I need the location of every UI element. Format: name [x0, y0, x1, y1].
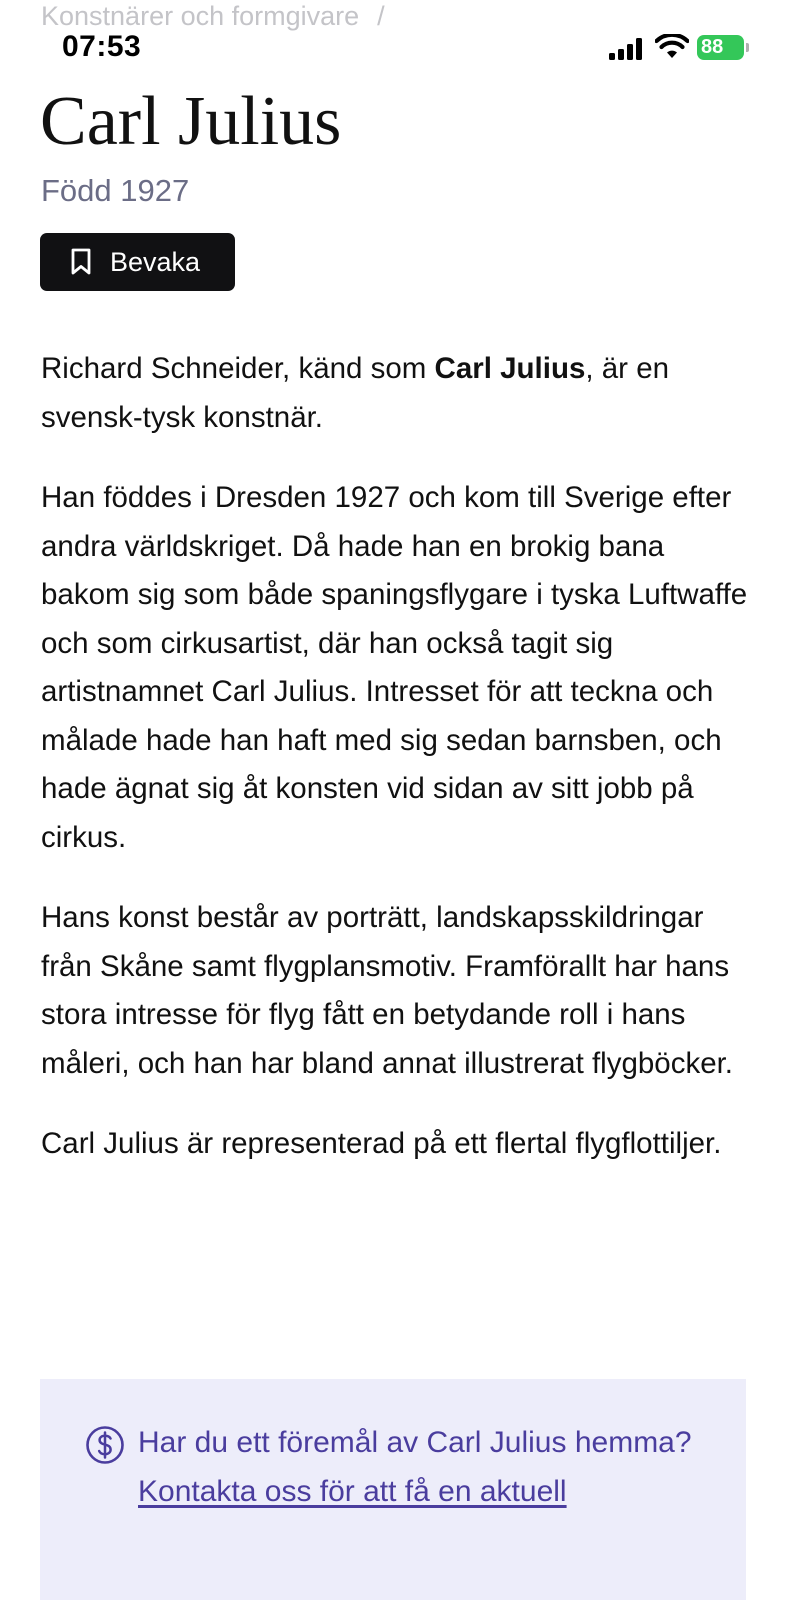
status-bar: [0, 0, 802, 90]
contact-link[interactable]: Kontakta oss för att få en aktuell: [138, 1474, 567, 1508]
cta-text: [138, 1419, 698, 1516]
status-time: 07:53: [62, 30, 142, 63]
breadcrumb-item[interactable]: Konstnärer och formgivare: [41, 1, 360, 31]
cta-question: Har du ett föremål av Carl Julius hemma?: [138, 1426, 692, 1459]
artist-biography: [41, 345, 753, 1201]
watch-button-label: Bevaka: [110, 246, 201, 277]
bio-text: , är en svensk-tysk konstnär.: [41, 352, 670, 434]
watch-button[interactable]: [40, 233, 235, 291]
bio-paragraph: [41, 345, 753, 442]
battery-level: 88: [701, 36, 724, 58]
valuation-cta: [40, 1379, 746, 1600]
bookmark-icon: [70, 248, 92, 276]
cellular-signal-icon: [609, 38, 645, 60]
artist-name-bold: Carl Julius: [434, 352, 586, 385]
bio-paragraph: Han föddes i Dresden 1927 och kom till Sverige efter andra världskriget. Då hade han en brokig bana bakom sig som både spaningsflygare i tyska Luftwaffe och som cirkusartist, där han också tagit sig artistnamnet Carl Julius. Intresset för att teckna och målade hade han haft med sig sedan barnsben, och hade ägnat sig åt konsten vid sidan av sitt jobb på cirkus.: [41, 481, 748, 854]
breadcrumb-separator: /: [377, 1, 385, 31]
birth-year: Född 1927: [41, 173, 190, 208]
wifi-icon: [655, 34, 689, 60]
bio-paragraph: Carl Julius är representerad på ett flertal flygflottiljer.: [41, 1127, 722, 1160]
bio-paragraph: Hans konst består av porträtt, landskapsskildringar från Skåne samt flygplansmotiv. Framförallt har hans stora intresse för flyg fått en betydande roll i hans måleri, och han har bland annat illustrerat flygböcker.: [41, 901, 733, 1080]
page-title: Carl Julius: [40, 83, 342, 160]
dollar-circle-icon: [85, 1425, 125, 1465]
bio-text: Richard Schneider, känd som: [41, 352, 435, 385]
